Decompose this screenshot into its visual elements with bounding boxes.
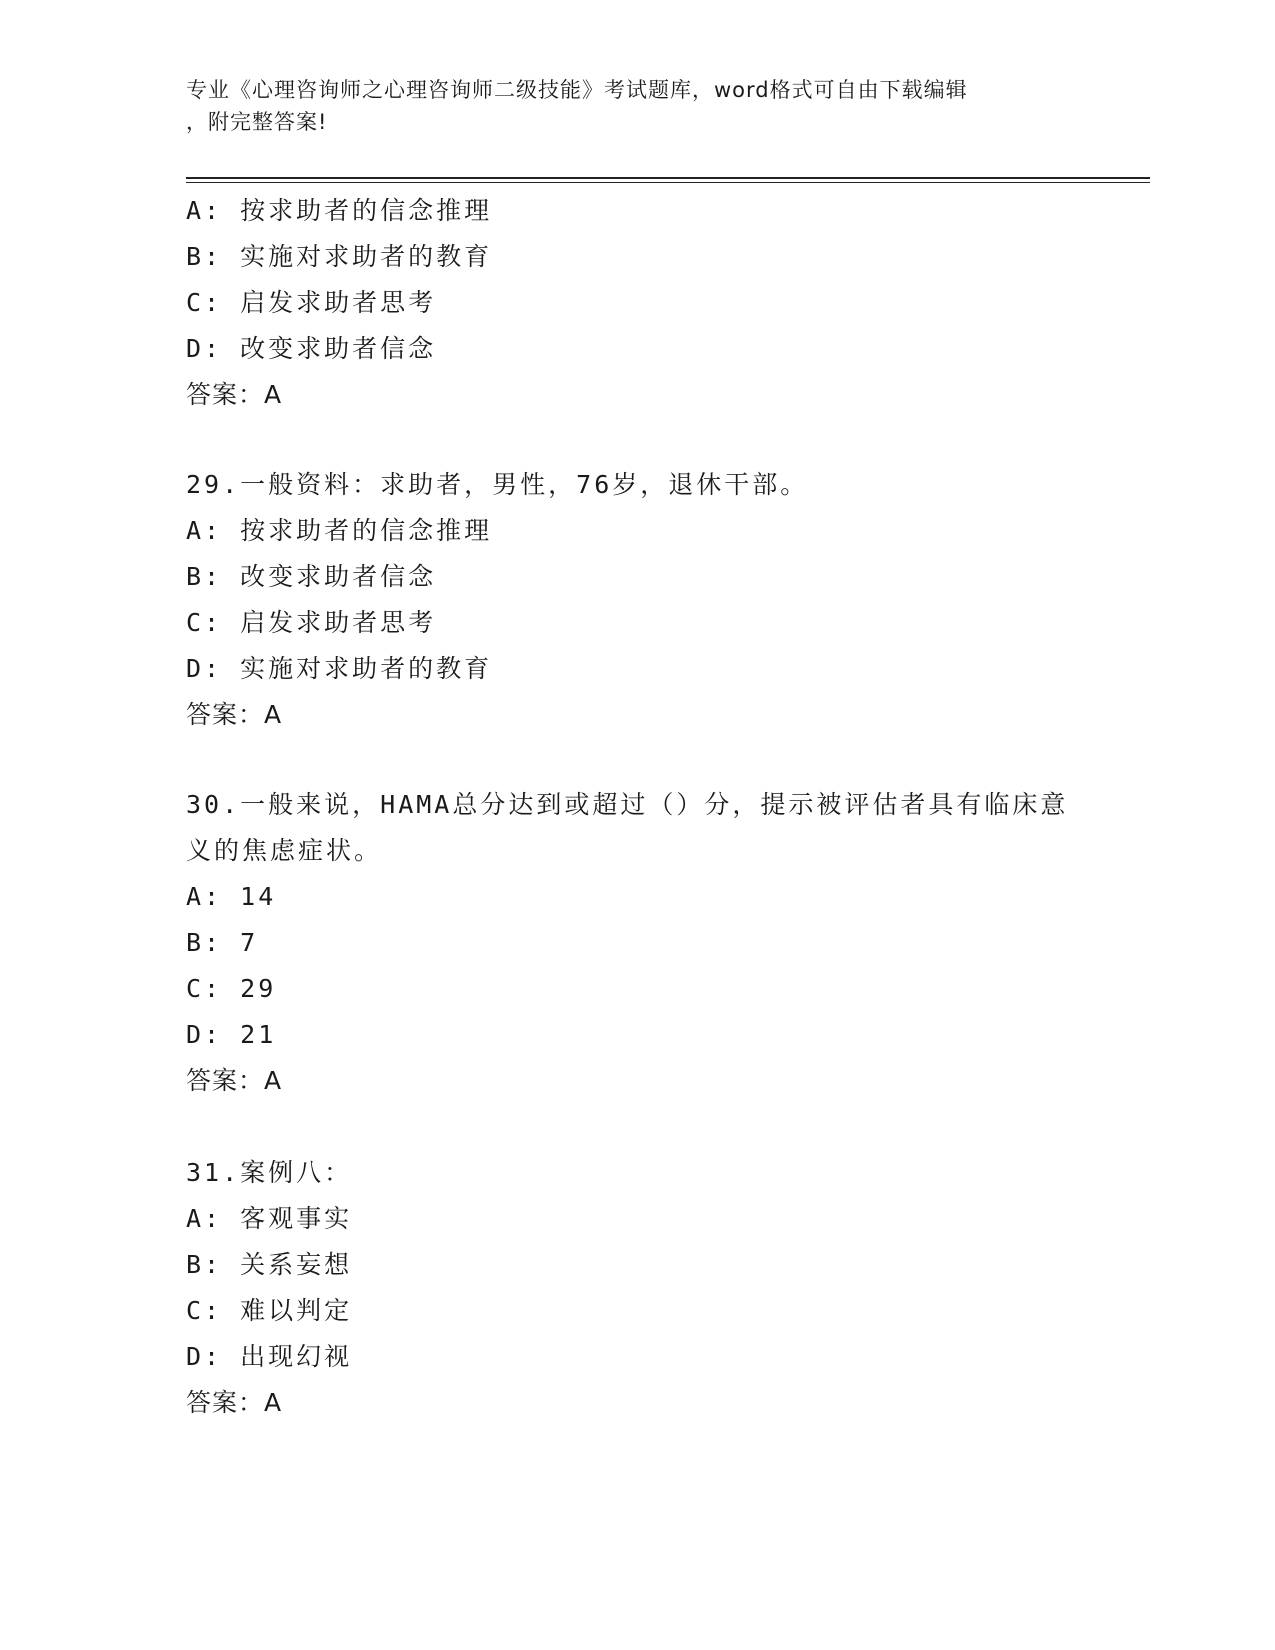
answer-line: 答案：A [186, 1388, 283, 1417]
header-divider-thin [186, 182, 1150, 183]
question-block-29 [186, 462, 1086, 738]
option-a: A: 按求助者的信念推理 [186, 196, 493, 225]
answer-line: 答案：A [186, 700, 283, 729]
option-b: B: 改变求助者信念 [186, 562, 437, 591]
option-d: D: 实施对求助者的教育 [186, 654, 493, 683]
question-block-31 [186, 1150, 1086, 1426]
option-b: B: 关系妄想 [186, 1250, 353, 1279]
option-c: C: 启发求助者思考 [186, 288, 437, 317]
question-block-30 [186, 782, 1086, 1104]
header-line-2: ，附完整答案! [186, 110, 328, 134]
option-b: B: 实施对求助者的教育 [186, 242, 493, 271]
spacer [186, 1104, 1086, 1150]
option-d: D: 21 [186, 1020, 277, 1049]
answer-line: 答案：A [186, 1066, 283, 1095]
option-d: D: 改变求助者信念 [186, 334, 437, 363]
question-block-28 [186, 188, 1086, 418]
option-a: A: 14 [186, 882, 277, 911]
question-list [186, 188, 1086, 1426]
spacer [186, 418, 1086, 462]
question-stem: 31.案例八： [186, 1158, 353, 1187]
spacer [186, 738, 1086, 782]
question-stem-line-2: 义的焦虑症状。 [186, 836, 383, 865]
header-divider-thick [186, 177, 1150, 179]
answer-line: 答案：A [186, 380, 283, 409]
header-line-1: 专业《心理咨询师之心理咨询师二级技能》考试题库，word格式可自由下载编辑 [186, 78, 968, 102]
document-header [186, 74, 1066, 138]
option-c: C: 难以判定 [186, 1296, 353, 1325]
question-stem: 29.一般资料：求助者，男性，76岁，退休干部。 [186, 470, 809, 499]
option-d: D: 出现幻视 [186, 1342, 353, 1371]
question-stem-line-1: 30.一般来说，HAMA总分达到或超过（）分，提示被评估者具有临床意 [186, 790, 1069, 819]
option-a: A: 按求助者的信念推理 [186, 516, 493, 545]
option-c: C: 启发求助者思考 [186, 608, 437, 637]
option-b: B: 7 [186, 928, 259, 957]
option-a: A: 客观事实 [186, 1204, 353, 1233]
option-c: C: 29 [186, 974, 277, 1003]
